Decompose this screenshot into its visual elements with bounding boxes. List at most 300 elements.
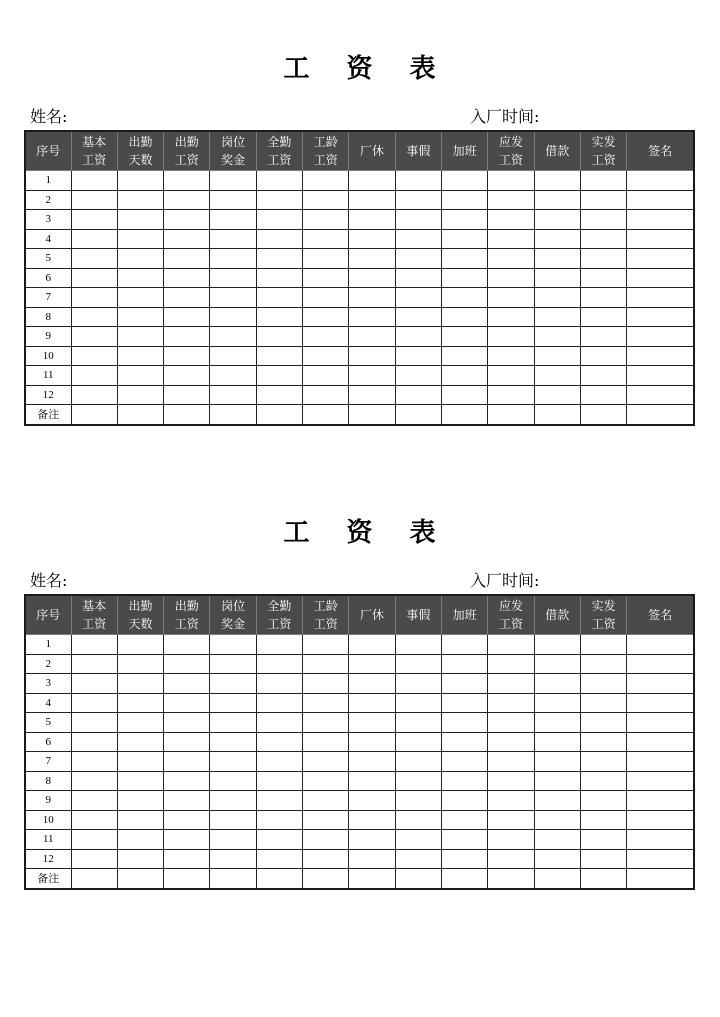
table-cell[interactable]	[442, 229, 488, 249]
table-cell[interactable]	[117, 307, 163, 327]
table-cell[interactable]	[488, 249, 534, 269]
table-cell[interactable]	[256, 771, 302, 791]
table-cell[interactable]	[349, 405, 395, 425]
table-cell[interactable]	[534, 810, 580, 830]
table-cell[interactable]	[164, 635, 210, 655]
table-cell[interactable]	[395, 346, 441, 366]
table-cell[interactable]	[395, 327, 441, 347]
table-cell[interactable]	[395, 674, 441, 694]
table-cell[interactable]	[256, 327, 302, 347]
table-cell[interactable]	[256, 791, 302, 811]
table-cell[interactable]	[303, 249, 349, 269]
table-cell[interactable]	[627, 849, 694, 869]
table-cell[interactable]	[117, 405, 163, 425]
table-cell[interactable]	[256, 869, 302, 889]
table-cell[interactable]	[349, 307, 395, 327]
table-cell[interactable]	[488, 210, 534, 230]
table-cell[interactable]	[256, 268, 302, 288]
table-cell[interactable]	[580, 693, 626, 713]
table-cell[interactable]	[349, 693, 395, 713]
table-cell[interactable]	[164, 385, 210, 405]
table-cell[interactable]	[71, 210, 117, 230]
table-cell[interactable]	[627, 713, 694, 733]
table-cell[interactable]	[580, 190, 626, 210]
table-cell[interactable]	[488, 830, 534, 850]
table-cell[interactable]	[117, 791, 163, 811]
table-cell[interactable]	[442, 268, 488, 288]
table-cell[interactable]	[164, 830, 210, 850]
table-cell[interactable]	[395, 693, 441, 713]
table-cell[interactable]	[164, 190, 210, 210]
table-cell[interactable]	[210, 830, 256, 850]
table-cell[interactable]	[71, 654, 117, 674]
table-cell[interactable]	[580, 635, 626, 655]
table-cell[interactable]	[349, 210, 395, 230]
table-cell[interactable]	[71, 327, 117, 347]
table-cell[interactable]	[210, 693, 256, 713]
table-cell[interactable]	[256, 810, 302, 830]
table-cell[interactable]	[580, 830, 626, 850]
table-cell[interactable]	[71, 693, 117, 713]
table-cell[interactable]	[349, 268, 395, 288]
table-cell[interactable]	[627, 869, 694, 889]
table-cell[interactable]	[534, 249, 580, 269]
table-cell[interactable]	[349, 249, 395, 269]
table-cell[interactable]	[117, 385, 163, 405]
table-cell[interactable]	[580, 171, 626, 191]
table-cell[interactable]	[488, 791, 534, 811]
table-cell[interactable]	[303, 405, 349, 425]
table-cell[interactable]	[164, 713, 210, 733]
table-cell[interactable]	[164, 405, 210, 425]
table-cell[interactable]	[442, 752, 488, 772]
table-cell[interactable]	[71, 771, 117, 791]
table-cell[interactable]	[488, 713, 534, 733]
table-cell[interactable]	[164, 810, 210, 830]
table-cell[interactable]	[395, 849, 441, 869]
table-cell[interactable]	[210, 229, 256, 249]
table-cell[interactable]	[256, 405, 302, 425]
table-cell[interactable]	[210, 732, 256, 752]
table-cell[interactable]	[210, 171, 256, 191]
table-cell[interactable]	[534, 635, 580, 655]
table-cell[interactable]	[210, 810, 256, 830]
table-cell[interactable]	[210, 713, 256, 733]
table-cell[interactable]	[210, 752, 256, 772]
table-cell[interactable]	[303, 385, 349, 405]
table-cell[interactable]	[117, 654, 163, 674]
table-cell[interactable]	[580, 791, 626, 811]
table-cell[interactable]	[256, 732, 302, 752]
table-cell[interactable]	[349, 810, 395, 830]
table-cell[interactable]	[395, 288, 441, 308]
table-cell[interactable]	[164, 307, 210, 327]
table-cell[interactable]	[349, 654, 395, 674]
table-cell[interactable]	[303, 771, 349, 791]
table-cell[interactable]	[210, 405, 256, 425]
table-cell[interactable]	[303, 693, 349, 713]
table-cell[interactable]	[534, 385, 580, 405]
table-cell[interactable]	[580, 713, 626, 733]
table-cell[interactable]	[395, 229, 441, 249]
table-cell[interactable]	[442, 732, 488, 752]
table-cell[interactable]	[349, 752, 395, 772]
table-cell[interactable]	[627, 268, 694, 288]
table-cell[interactable]	[303, 635, 349, 655]
table-cell[interactable]	[442, 210, 488, 230]
table-cell[interactable]	[256, 307, 302, 327]
table-cell[interactable]	[627, 791, 694, 811]
table-cell[interactable]	[164, 288, 210, 308]
table-cell[interactable]	[71, 405, 117, 425]
table-cell[interactable]	[442, 810, 488, 830]
table-cell[interactable]	[303, 791, 349, 811]
table-cell[interactable]	[580, 732, 626, 752]
table-cell[interactable]	[117, 268, 163, 288]
table-cell[interactable]	[488, 693, 534, 713]
table-cell[interactable]	[71, 869, 117, 889]
table-cell[interactable]	[488, 229, 534, 249]
table-cell[interactable]	[395, 771, 441, 791]
table-cell[interactable]	[117, 366, 163, 386]
table-cell[interactable]	[164, 366, 210, 386]
table-cell[interactable]	[349, 713, 395, 733]
table-cell[interactable]	[303, 346, 349, 366]
table-cell[interactable]	[210, 771, 256, 791]
table-cell[interactable]	[71, 288, 117, 308]
table-cell[interactable]	[71, 385, 117, 405]
table-cell[interactable]	[71, 732, 117, 752]
table-cell[interactable]	[71, 171, 117, 191]
table-cell[interactable]	[488, 869, 534, 889]
table-cell[interactable]	[534, 674, 580, 694]
table-cell[interactable]	[442, 366, 488, 386]
table-cell[interactable]	[488, 385, 534, 405]
table-cell[interactable]	[117, 693, 163, 713]
table-cell[interactable]	[580, 752, 626, 772]
table-cell[interactable]	[534, 346, 580, 366]
table-cell[interactable]	[303, 674, 349, 694]
table-cell[interactable]	[395, 752, 441, 772]
table-cell[interactable]	[534, 771, 580, 791]
table-cell[interactable]	[303, 288, 349, 308]
table-cell[interactable]	[256, 830, 302, 850]
table-cell[interactable]	[256, 346, 302, 366]
table-cell[interactable]	[71, 229, 117, 249]
table-cell[interactable]	[488, 732, 534, 752]
table-cell[interactable]	[71, 366, 117, 386]
table-cell[interactable]	[442, 869, 488, 889]
table-cell[interactable]	[164, 268, 210, 288]
table-cell[interactable]	[395, 385, 441, 405]
table-cell[interactable]	[117, 288, 163, 308]
table-cell[interactable]	[71, 752, 117, 772]
table-cell[interactable]	[580, 654, 626, 674]
table-cell[interactable]	[349, 674, 395, 694]
table-cell[interactable]	[303, 869, 349, 889]
table-cell[interactable]	[580, 229, 626, 249]
table-cell[interactable]	[627, 327, 694, 347]
table-cell[interactable]	[395, 713, 441, 733]
table-cell[interactable]	[117, 346, 163, 366]
table-cell[interactable]	[395, 635, 441, 655]
table-cell[interactable]	[71, 268, 117, 288]
table-cell[interactable]	[534, 732, 580, 752]
table-cell[interactable]	[627, 771, 694, 791]
table-cell[interactable]	[256, 229, 302, 249]
table-cell[interactable]	[210, 190, 256, 210]
table-cell[interactable]	[303, 268, 349, 288]
table-cell[interactable]	[256, 288, 302, 308]
table-cell[interactable]	[534, 791, 580, 811]
table-cell[interactable]	[395, 249, 441, 269]
table-cell[interactable]	[488, 366, 534, 386]
table-cell[interactable]	[71, 635, 117, 655]
table-cell[interactable]	[442, 654, 488, 674]
table-cell[interactable]	[580, 346, 626, 366]
table-cell[interactable]	[442, 830, 488, 850]
table-cell[interactable]	[580, 268, 626, 288]
table-cell[interactable]	[442, 405, 488, 425]
table-cell[interactable]	[210, 268, 256, 288]
table-cell[interactable]	[580, 249, 626, 269]
table-cell[interactable]	[627, 810, 694, 830]
table-cell[interactable]	[395, 190, 441, 210]
table-cell[interactable]	[117, 830, 163, 850]
table-cell[interactable]	[256, 752, 302, 772]
table-cell[interactable]	[488, 635, 534, 655]
table-cell[interactable]	[349, 849, 395, 869]
table-cell[interactable]	[627, 674, 694, 694]
table-cell[interactable]	[164, 869, 210, 889]
table-cell[interactable]	[349, 190, 395, 210]
table-cell[interactable]	[210, 307, 256, 327]
table-cell[interactable]	[627, 171, 694, 191]
table-cell[interactable]	[71, 849, 117, 869]
table-cell[interactable]	[395, 830, 441, 850]
table-cell[interactable]	[627, 249, 694, 269]
table-cell[interactable]	[256, 190, 302, 210]
table-cell[interactable]	[164, 249, 210, 269]
table-cell[interactable]	[256, 674, 302, 694]
table-cell[interactable]	[534, 693, 580, 713]
table-cell[interactable]	[303, 830, 349, 850]
table-cell[interactable]	[210, 288, 256, 308]
table-cell[interactable]	[210, 385, 256, 405]
table-cell[interactable]	[627, 405, 694, 425]
table-cell[interactable]	[442, 849, 488, 869]
table-cell[interactable]	[71, 791, 117, 811]
table-cell[interactable]	[488, 327, 534, 347]
table-cell[interactable]	[627, 385, 694, 405]
table-cell[interactable]	[303, 190, 349, 210]
table-cell[interactable]	[210, 654, 256, 674]
table-cell[interactable]	[580, 849, 626, 869]
table-cell[interactable]	[117, 327, 163, 347]
table-cell[interactable]	[71, 810, 117, 830]
table-cell[interactable]	[488, 288, 534, 308]
table-cell[interactable]	[442, 635, 488, 655]
table-cell[interactable]	[303, 171, 349, 191]
table-cell[interactable]	[627, 190, 694, 210]
table-cell[interactable]	[627, 366, 694, 386]
table-cell[interactable]	[164, 771, 210, 791]
table-cell[interactable]	[210, 869, 256, 889]
table-cell[interactable]	[256, 849, 302, 869]
table-cell[interactable]	[534, 366, 580, 386]
table-cell[interactable]	[349, 732, 395, 752]
table-cell[interactable]	[442, 791, 488, 811]
table-cell[interactable]	[395, 268, 441, 288]
table-cell[interactable]	[627, 693, 694, 713]
table-cell[interactable]	[534, 210, 580, 230]
table-cell[interactable]	[442, 288, 488, 308]
table-cell[interactable]	[349, 366, 395, 386]
table-cell[interactable]	[442, 713, 488, 733]
table-cell[interactable]	[488, 654, 534, 674]
table-cell[interactable]	[488, 190, 534, 210]
table-cell[interactable]	[534, 713, 580, 733]
table-cell[interactable]	[117, 249, 163, 269]
table-cell[interactable]	[210, 366, 256, 386]
table-cell[interactable]	[580, 210, 626, 230]
table-cell[interactable]	[117, 171, 163, 191]
table-cell[interactable]	[349, 830, 395, 850]
table-cell[interactable]	[534, 268, 580, 288]
table-cell[interactable]	[303, 732, 349, 752]
table-cell[interactable]	[395, 732, 441, 752]
table-cell[interactable]	[488, 268, 534, 288]
table-cell[interactable]	[256, 249, 302, 269]
table-cell[interactable]	[395, 810, 441, 830]
table-cell[interactable]	[303, 654, 349, 674]
table-cell[interactable]	[349, 385, 395, 405]
table-cell[interactable]	[349, 229, 395, 249]
table-cell[interactable]	[210, 249, 256, 269]
table-cell[interactable]	[580, 869, 626, 889]
table-cell[interactable]	[71, 830, 117, 850]
table-cell[interactable]	[71, 713, 117, 733]
table-cell[interactable]	[627, 210, 694, 230]
table-cell[interactable]	[580, 810, 626, 830]
table-cell[interactable]	[117, 190, 163, 210]
table-cell[interactable]	[442, 771, 488, 791]
table-cell[interactable]	[164, 732, 210, 752]
table-cell[interactable]	[303, 849, 349, 869]
table-cell[interactable]	[349, 771, 395, 791]
table-cell[interactable]	[256, 171, 302, 191]
table-cell[interactable]	[627, 288, 694, 308]
table-cell[interactable]	[256, 693, 302, 713]
table-cell[interactable]	[117, 674, 163, 694]
table-cell[interactable]	[534, 830, 580, 850]
table-cell[interactable]	[580, 288, 626, 308]
table-cell[interactable]	[256, 713, 302, 733]
table-cell[interactable]	[442, 307, 488, 327]
table-cell[interactable]	[442, 385, 488, 405]
table-cell[interactable]	[303, 229, 349, 249]
table-cell[interactable]	[627, 635, 694, 655]
table-cell[interactable]	[627, 654, 694, 674]
table-cell[interactable]	[117, 713, 163, 733]
table-cell[interactable]	[164, 327, 210, 347]
table-cell[interactable]	[488, 307, 534, 327]
table-cell[interactable]	[210, 849, 256, 869]
table-cell[interactable]	[534, 405, 580, 425]
table-cell[interactable]	[580, 307, 626, 327]
table-cell[interactable]	[349, 327, 395, 347]
table-cell[interactable]	[580, 385, 626, 405]
table-cell[interactable]	[164, 674, 210, 694]
table-cell[interactable]	[395, 366, 441, 386]
table-cell[interactable]	[256, 210, 302, 230]
table-cell[interactable]	[164, 791, 210, 811]
table-cell[interactable]	[534, 307, 580, 327]
table-cell[interactable]	[164, 752, 210, 772]
table-cell[interactable]	[488, 752, 534, 772]
table-cell[interactable]	[210, 635, 256, 655]
table-cell[interactable]	[349, 346, 395, 366]
table-cell[interactable]	[488, 171, 534, 191]
table-cell[interactable]	[442, 249, 488, 269]
table-cell[interactable]	[627, 732, 694, 752]
table-cell[interactable]	[442, 346, 488, 366]
table-cell[interactable]	[349, 635, 395, 655]
table-cell[interactable]	[256, 366, 302, 386]
table-cell[interactable]	[580, 327, 626, 347]
table-cell[interactable]	[395, 869, 441, 889]
table-cell[interactable]	[117, 752, 163, 772]
table-cell[interactable]	[164, 346, 210, 366]
table-cell[interactable]	[210, 346, 256, 366]
table-cell[interactable]	[627, 229, 694, 249]
table-cell[interactable]	[117, 869, 163, 889]
table-cell[interactable]	[395, 210, 441, 230]
table-cell[interactable]	[164, 171, 210, 191]
table-cell[interactable]	[442, 693, 488, 713]
table-cell[interactable]	[580, 674, 626, 694]
table-cell[interactable]	[488, 810, 534, 830]
table-cell[interactable]	[303, 307, 349, 327]
table-cell[interactable]	[534, 288, 580, 308]
table-cell[interactable]	[442, 190, 488, 210]
table-cell[interactable]	[627, 307, 694, 327]
table-cell[interactable]	[117, 732, 163, 752]
table-cell[interactable]	[164, 210, 210, 230]
table-cell[interactable]	[210, 210, 256, 230]
table-cell[interactable]	[395, 307, 441, 327]
table-cell[interactable]	[627, 752, 694, 772]
table-cell[interactable]	[395, 654, 441, 674]
table-cell[interactable]	[442, 674, 488, 694]
table-cell[interactable]	[71, 307, 117, 327]
table-cell[interactable]	[442, 327, 488, 347]
table-cell[interactable]	[117, 635, 163, 655]
table-cell[interactable]	[117, 210, 163, 230]
table-cell[interactable]	[488, 346, 534, 366]
table-cell[interactable]	[117, 810, 163, 830]
table-cell[interactable]	[349, 791, 395, 811]
table-cell[interactable]	[256, 654, 302, 674]
table-cell[interactable]	[534, 849, 580, 869]
table-cell[interactable]	[627, 346, 694, 366]
table-cell[interactable]	[534, 171, 580, 191]
table-cell[interactable]	[164, 654, 210, 674]
table-cell[interactable]	[303, 752, 349, 772]
table-cell[interactable]	[534, 752, 580, 772]
table-cell[interactable]	[534, 654, 580, 674]
table-cell[interactable]	[349, 171, 395, 191]
